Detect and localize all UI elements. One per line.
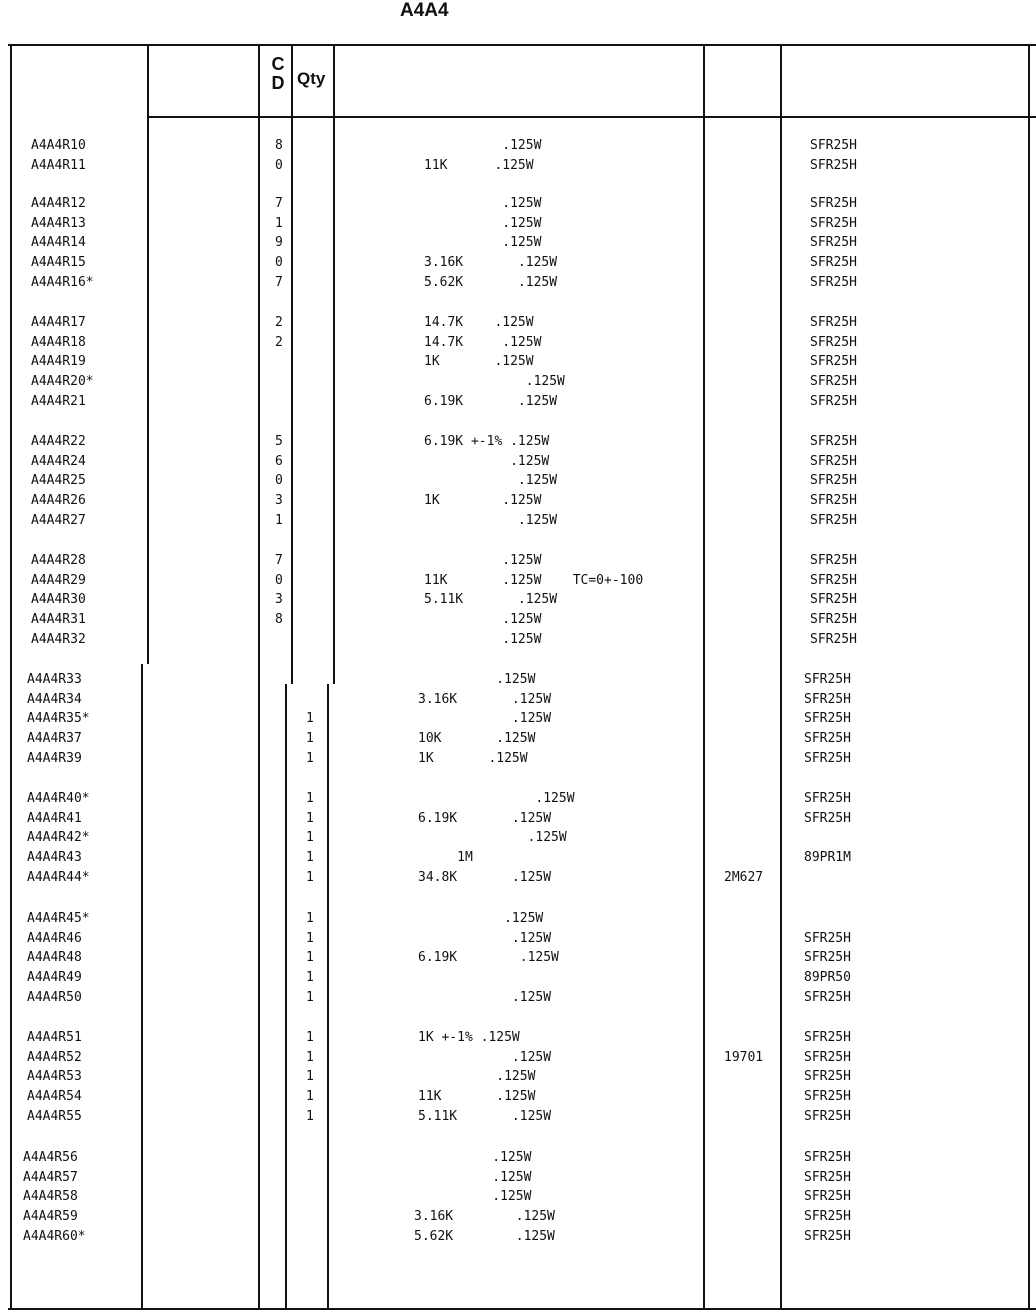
description: .125W [418,672,536,687]
ref-designator: A4A4R57 [23,1169,78,1185]
ref-designator: A4A4R40* [27,791,90,806]
mfr-part-number: SFR25H [810,138,857,153]
description: 10K .125W [418,731,536,747]
mfr-part-number: SFR25H [804,731,851,747]
ref-designator: A4A4R50 [27,989,82,1005]
mfr-part-number: 89PR50 [804,970,851,986]
ref-designator: A4A4R58 [23,1189,78,1205]
mfr-part-number: 89PR1M [804,850,851,866]
column-divider [327,684,329,1310]
mfr-part-number: SFR25H [810,215,857,231]
mfr-part-number: SFR25H [804,989,851,1005]
page-title: A4A4 [400,0,449,21]
description: .125W [424,453,550,469]
description: .125W [414,1169,532,1185]
ref-designator: A4A4R12 [31,196,86,211]
ref-designator: A4A4R42* [27,830,90,846]
mfr-part-number: SFR25H [804,1030,851,1045]
mfr-part-number: SFR25H [804,1228,851,1244]
ref-designator: A4A4R35* [27,711,90,727]
mfr-part-number: SFR25H [804,1108,851,1124]
quantity: 1 [306,950,314,966]
header-bottom-border [148,116,1036,118]
mfr-part-number: SFR25H [810,393,857,409]
description: 5.11K .125W [418,1108,552,1124]
description: 3.16K .125W [424,255,558,271]
quantity: 1 [306,1069,314,1085]
column-divider [285,684,287,1310]
ref-designator: A4A4R32 [31,631,86,647]
description: 6.19K .125W [424,393,558,409]
ref-designator: A4A4R27 [31,512,86,528]
ref-designator: A4A4R39 [27,750,82,766]
description: .125W [418,930,552,946]
mfr-part-number: SFR25H [810,315,857,330]
column-divider [703,44,705,1310]
check-digit: 1 [275,215,283,231]
check-digit: 6 [275,453,283,469]
ref-designator: A4A4R14 [31,235,86,251]
description: .125W [418,1049,552,1065]
check-digit: 0 [275,572,283,588]
header-cd: C D [271,54,285,93]
column-divider [291,44,293,684]
column-divider [780,44,782,1310]
description: .125W [414,1189,532,1205]
ref-designator: A4A4R45* [27,911,90,926]
description: .125W [424,138,542,153]
description: .125W [418,911,544,926]
ref-designator: A4A4R10 [31,138,86,153]
header-qty: Qty [297,69,326,88]
check-digit: 0 [275,473,283,489]
mfr-part-number: SFR25H [810,354,857,370]
mfr-part-number: SFR25H [810,553,857,568]
ref-designator: A4A4R20* [31,374,94,390]
ref-designator: A4A4R24 [31,453,86,469]
mfr-code: 2M627 [724,869,764,885]
ref-designator: A4A4R13 [31,215,86,231]
mfr-part-number: SFR25H [810,512,857,528]
description: .125W [418,791,575,806]
description: 14.7K .125W [424,334,542,350]
ref-designator: A4A4R18 [31,334,86,350]
description: 5.62K .125W [424,274,558,290]
ref-designator: A4A4R11 [31,157,86,173]
check-digit: 7 [275,553,283,568]
quantity: 1 [306,970,314,986]
ref-designator: A4A4R49 [27,970,82,986]
column-divider [141,664,143,1310]
mfr-part-number: SFR25H [810,157,857,173]
ref-designator: A4A4R37 [27,731,82,747]
ref-designator: A4A4R44* [27,869,90,885]
check-digit: 0 [275,157,283,173]
ref-designator: A4A4R34 [27,691,82,707]
mfr-part-number: SFR25H [810,493,857,509]
description: .125W [424,215,542,231]
description: 11K .125W TC=0+-100 [424,572,644,588]
quantity: 1 [306,1049,314,1065]
column-divider [1028,44,1030,1310]
quantity: 1 [306,711,314,727]
ref-designator: A4A4R55 [27,1108,82,1124]
ref-designator: A4A4R41 [27,810,82,826]
check-digit: 2 [275,315,283,330]
check-digit: 1 [275,512,283,528]
description: .125W [424,612,542,628]
description: 1M [418,850,473,866]
check-digit: 3 [275,493,283,509]
column-divider [10,44,12,1310]
check-digit: 5 [275,434,283,449]
quantity: 1 [306,1108,314,1124]
description: .125W [424,374,565,390]
check-digit: 2 [275,334,283,350]
description: .125W [424,473,558,489]
ref-designator: A4A4R21 [31,393,86,409]
ref-designator: A4A4R46 [27,930,82,946]
column-divider [147,44,149,664]
ref-designator: A4A4R22 [31,434,86,449]
description: .125W [424,512,558,528]
description: .125W [414,1150,532,1165]
quantity: 1 [306,930,314,946]
ref-designator: A4A4R43 [27,850,82,866]
quantity: 1 [306,750,314,766]
quantity: 1 [306,1030,314,1045]
mfr-part-number: SFR25H [810,196,857,211]
mfr-part-number: SFR25H [804,1209,851,1225]
mfr-part-number: SFR25H [810,631,857,647]
table-top-border [8,44,1036,46]
ref-designator: A4A4R51 [27,1030,82,1045]
description: 11K .125W [424,157,534,173]
check-digit: 8 [275,138,283,153]
check-digit: 3 [275,592,283,608]
mfr-part-number: SFR25H [810,255,857,271]
description: .125W [424,553,542,568]
mfr-part-number: SFR25H [810,473,857,489]
ref-designator: A4A4R17 [31,315,86,330]
mfr-part-number: SFR25H [804,1150,851,1165]
ref-designator: A4A4R59 [23,1209,78,1225]
description: .125W [418,711,552,727]
mfr-code: 19701 [724,1049,764,1065]
description: 1K .125W [424,493,542,509]
mfr-part-number: SFR25H [804,1049,851,1065]
description: 1K +-1% .125W [418,1030,520,1045]
ref-designator: A4A4R53 [27,1069,82,1085]
mfr-part-number: SFR25H [810,274,857,290]
column-divider [333,44,335,684]
ref-designator: A4A4R33 [27,672,82,687]
description: .125W [418,830,567,846]
mfr-part-number: SFR25H [810,434,857,449]
mfr-part-number: SFR25H [810,374,857,390]
description: 1K .125W [424,354,534,370]
description: 6.19K +-1% .125W [424,434,550,449]
mfr-part-number: SFR25H [804,1169,851,1185]
ref-designator: A4A4R52 [27,1049,82,1065]
check-digit: 7 [275,196,283,211]
ref-designator: A4A4R19 [31,354,86,370]
quantity: 1 [306,989,314,1005]
description: .125W [424,235,542,251]
ref-designator: A4A4R31 [31,612,86,628]
mfr-part-number: SFR25H [804,750,851,766]
mfr-part-number: SFR25H [804,691,851,707]
column-divider [258,44,260,1310]
mfr-part-number: SFR25H [804,810,851,826]
description: .125W [424,196,542,211]
ref-designator: A4A4R15 [31,255,86,271]
ref-designator: A4A4R28 [31,553,86,568]
ref-designator: A4A4R48 [27,950,82,966]
description: 3.16K .125W [414,1209,555,1225]
ref-designator: A4A4R25 [31,473,86,489]
mfr-part-number: SFR25H [810,612,857,628]
ref-designator: A4A4R16* [31,274,94,290]
description: 14.7K .125W [424,315,534,330]
mfr-part-number: SFR25H [804,672,851,687]
description: 1K .125W [418,750,528,766]
mfr-part-number: SFR25H [804,791,851,806]
description: 5.11K .125W [424,592,558,608]
table-bottom-border [8,1308,1036,1310]
check-digit: 7 [275,274,283,290]
ref-designator: A4A4R30 [31,592,86,608]
ref-designator: A4A4R29 [31,572,86,588]
quantity: 1 [306,1089,314,1105]
quantity: 1 [306,810,314,826]
quantity: 1 [306,731,314,747]
description: 3.16K .125W [418,691,552,707]
mfr-part-number: SFR25H [804,1069,851,1085]
ref-designator: A4A4R60* [23,1228,86,1244]
mfr-part-number: SFR25H [804,950,851,966]
quantity: 1 [306,850,314,866]
ref-designator: A4A4R56 [23,1150,78,1165]
description: 11K .125W [418,1089,536,1105]
quantity: 1 [306,911,314,926]
mfr-part-number: SFR25H [810,572,857,588]
description: .125W [418,1069,536,1085]
mfr-part-number: SFR25H [810,334,857,350]
check-digit: 0 [275,255,283,271]
quantity: 1 [306,869,314,885]
description: 6.19K .125W [418,810,552,826]
quantity: 1 [306,830,314,846]
ref-designator: A4A4R26 [31,493,86,509]
mfr-part-number: SFR25H [810,453,857,469]
mfr-part-number: SFR25H [804,711,851,727]
description: .125W [424,631,542,647]
check-digit: 9 [275,235,283,251]
mfr-part-number: SFR25H [804,1189,851,1205]
mfr-part-number: SFR25H [810,235,857,251]
quantity: 1 [306,791,314,806]
mfr-part-number: SFR25H [810,592,857,608]
description: .125W [418,989,552,1005]
check-digit: 8 [275,612,283,628]
ref-designator: A4A4R54 [27,1089,82,1105]
mfr-part-number: SFR25H [804,930,851,946]
description: 5.62K .125W [414,1228,555,1244]
description: 34.8K .125W [418,869,552,885]
description: 6.19K .125W [418,950,559,966]
mfr-part-number: SFR25H [804,1089,851,1105]
